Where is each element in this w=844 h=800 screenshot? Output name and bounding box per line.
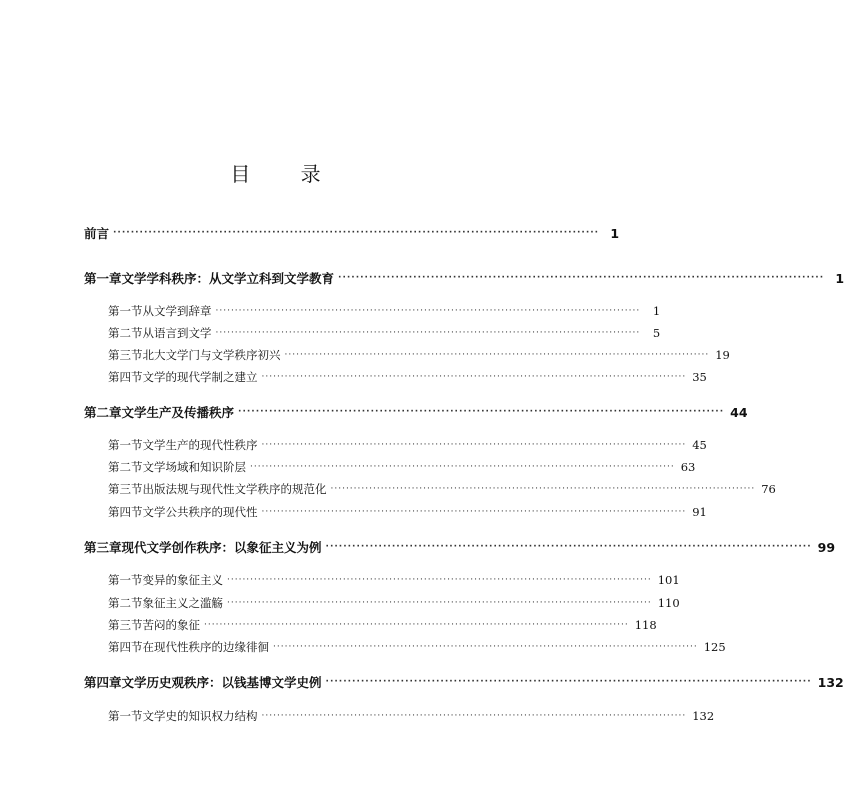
dot-leader: ·············································································································· (204, 619, 629, 630)
section-number: 第四节 (108, 640, 143, 654)
toc-entry-section[interactable] (108, 569, 680, 591)
page-number: 132 (817, 674, 844, 690)
entry-title: 文学的现代学制之建立 (142, 370, 258, 384)
toc-entry-section[interactable] (108, 366, 707, 388)
section-number: 第一节 (108, 304, 143, 318)
toc-entry-section[interactable] (108, 636, 726, 658)
page-number: 99 (817, 539, 836, 555)
entry-title: 从语言到文学 (142, 326, 212, 340)
toc-entry-preface[interactable] (84, 222, 620, 244)
toc-entry-section[interactable] (108, 614, 657, 636)
toc-entry-section[interactable] (108, 456, 696, 478)
dot-leader: ·············································································································· (238, 406, 725, 417)
page-number: 1 (652, 304, 661, 318)
entry-title: 文学历史观秩序：以钱基博文学史例 (121, 675, 322, 690)
section-number: 第四节 (108, 370, 143, 384)
dot-leader: ·············································································································· (250, 461, 675, 472)
entry-title: 文学生产的现代性秩序 (142, 438, 258, 452)
dot-leader: ·············································································································· (215, 327, 641, 338)
page-number: 1 (835, 270, 844, 286)
dot-leader: ·············································································································· (227, 597, 652, 608)
dot-leader: ·············································································································· (325, 541, 812, 552)
page-number: 63 (680, 460, 696, 474)
toc-entry-section[interactable] (108, 501, 707, 523)
page-number: 45 (692, 438, 707, 452)
page-number: 125 (703, 640, 726, 654)
section-number: 第一节 (108, 573, 143, 587)
page-number: 118 (634, 618, 657, 632)
chapter-number: 第二章 (84, 405, 122, 420)
toc-entry-section[interactable] (108, 592, 680, 614)
chapter-number: 第四章 (84, 675, 122, 690)
section-number: 第二节 (108, 326, 143, 340)
toc-entry-chapter-3[interactable] (84, 536, 836, 558)
entry-title: 文学生产及传播秩序 (121, 405, 235, 420)
entry-title: 文学公共秩序的现代性 (142, 505, 258, 519)
dot-leader: ·············································································································· (261, 439, 687, 450)
page-number: 44 (730, 404, 748, 420)
entry-title: 象征主义之滥觞 (142, 596, 223, 610)
section-number: 第二节 (108, 460, 143, 474)
entry-title: 文学史的知识权力结构 (142, 709, 258, 723)
entry-title: 现代文学创作秩序：以象征主义为例 (121, 540, 322, 555)
page-number: 76 (761, 482, 776, 496)
dot-leader: ·············································································································· (330, 483, 756, 494)
dot-leader: ·············································································································· (338, 272, 825, 283)
entry-title: 前言 (84, 226, 110, 241)
page-number: 5 (652, 326, 661, 340)
entry-title: 出版法规与现代性文学秩序的规范化 (142, 482, 327, 496)
page-number: 91 (692, 505, 707, 519)
toc-entry-section[interactable] (108, 434, 707, 456)
toc-entry-chapter-1[interactable] (84, 267, 844, 289)
entry-title: 变异的象征主义 (142, 573, 223, 587)
dot-leader: ·············································································································· (227, 574, 652, 585)
section-number: 第一节 (108, 438, 143, 452)
page-number: 101 (657, 573, 680, 587)
toc-entry-section[interactable] (108, 478, 776, 500)
dot-leader: ·············································································································· (261, 371, 687, 382)
chapter-number: 第一章 (84, 271, 122, 286)
toc-entry-section[interactable] (108, 300, 661, 322)
page-number: 110 (657, 596, 680, 610)
page-number: 19 (715, 348, 730, 362)
entry-title: 从文学到辞章 (142, 304, 212, 318)
section-number: 第三节 (108, 618, 143, 632)
dot-leader: ·············································································································· (273, 641, 698, 652)
page-number: 132 (692, 709, 715, 723)
toc-entry-section[interactable] (108, 344, 730, 366)
toc-title: 目 录 (230, 162, 343, 186)
section-number: 第三节 (108, 482, 143, 496)
entry-title: 文学场域和知识阶层 (142, 460, 246, 474)
page-number: 35 (692, 370, 707, 384)
entry-title: 在现代性秩序的边缘徘徊 (142, 640, 269, 654)
section-number: 第二节 (108, 596, 143, 610)
entry-title: 文学学科秩序：从文学立科到文学教育 (121, 271, 335, 286)
toc-entry-chapter-2[interactable] (84, 401, 748, 423)
dot-leader: ·············································································································· (113, 227, 600, 238)
toc-entry-section[interactable] (108, 322, 661, 344)
dot-leader: ·············································································································· (215, 305, 641, 316)
toc-entry-chapter-4[interactable] (84, 671, 844, 693)
dot-leader: ·············································································································· (325, 676, 812, 687)
section-number: 第一节 (108, 709, 143, 723)
entry-title: 北大文学门与文学秩序初兴 (142, 348, 281, 362)
dot-leader: ·············································································································· (261, 506, 687, 517)
toc-entry-section[interactable] (108, 705, 715, 727)
dot-leader: ·············································································································· (284, 349, 710, 360)
section-number: 第四节 (108, 505, 143, 519)
entry-title: 苦闷的象征 (142, 618, 200, 632)
chapter-number: 第三章 (84, 540, 122, 555)
section-number: 第三节 (108, 348, 143, 362)
page-number: 1 (610, 225, 620, 241)
dot-leader: ·············································································································· (261, 710, 687, 721)
